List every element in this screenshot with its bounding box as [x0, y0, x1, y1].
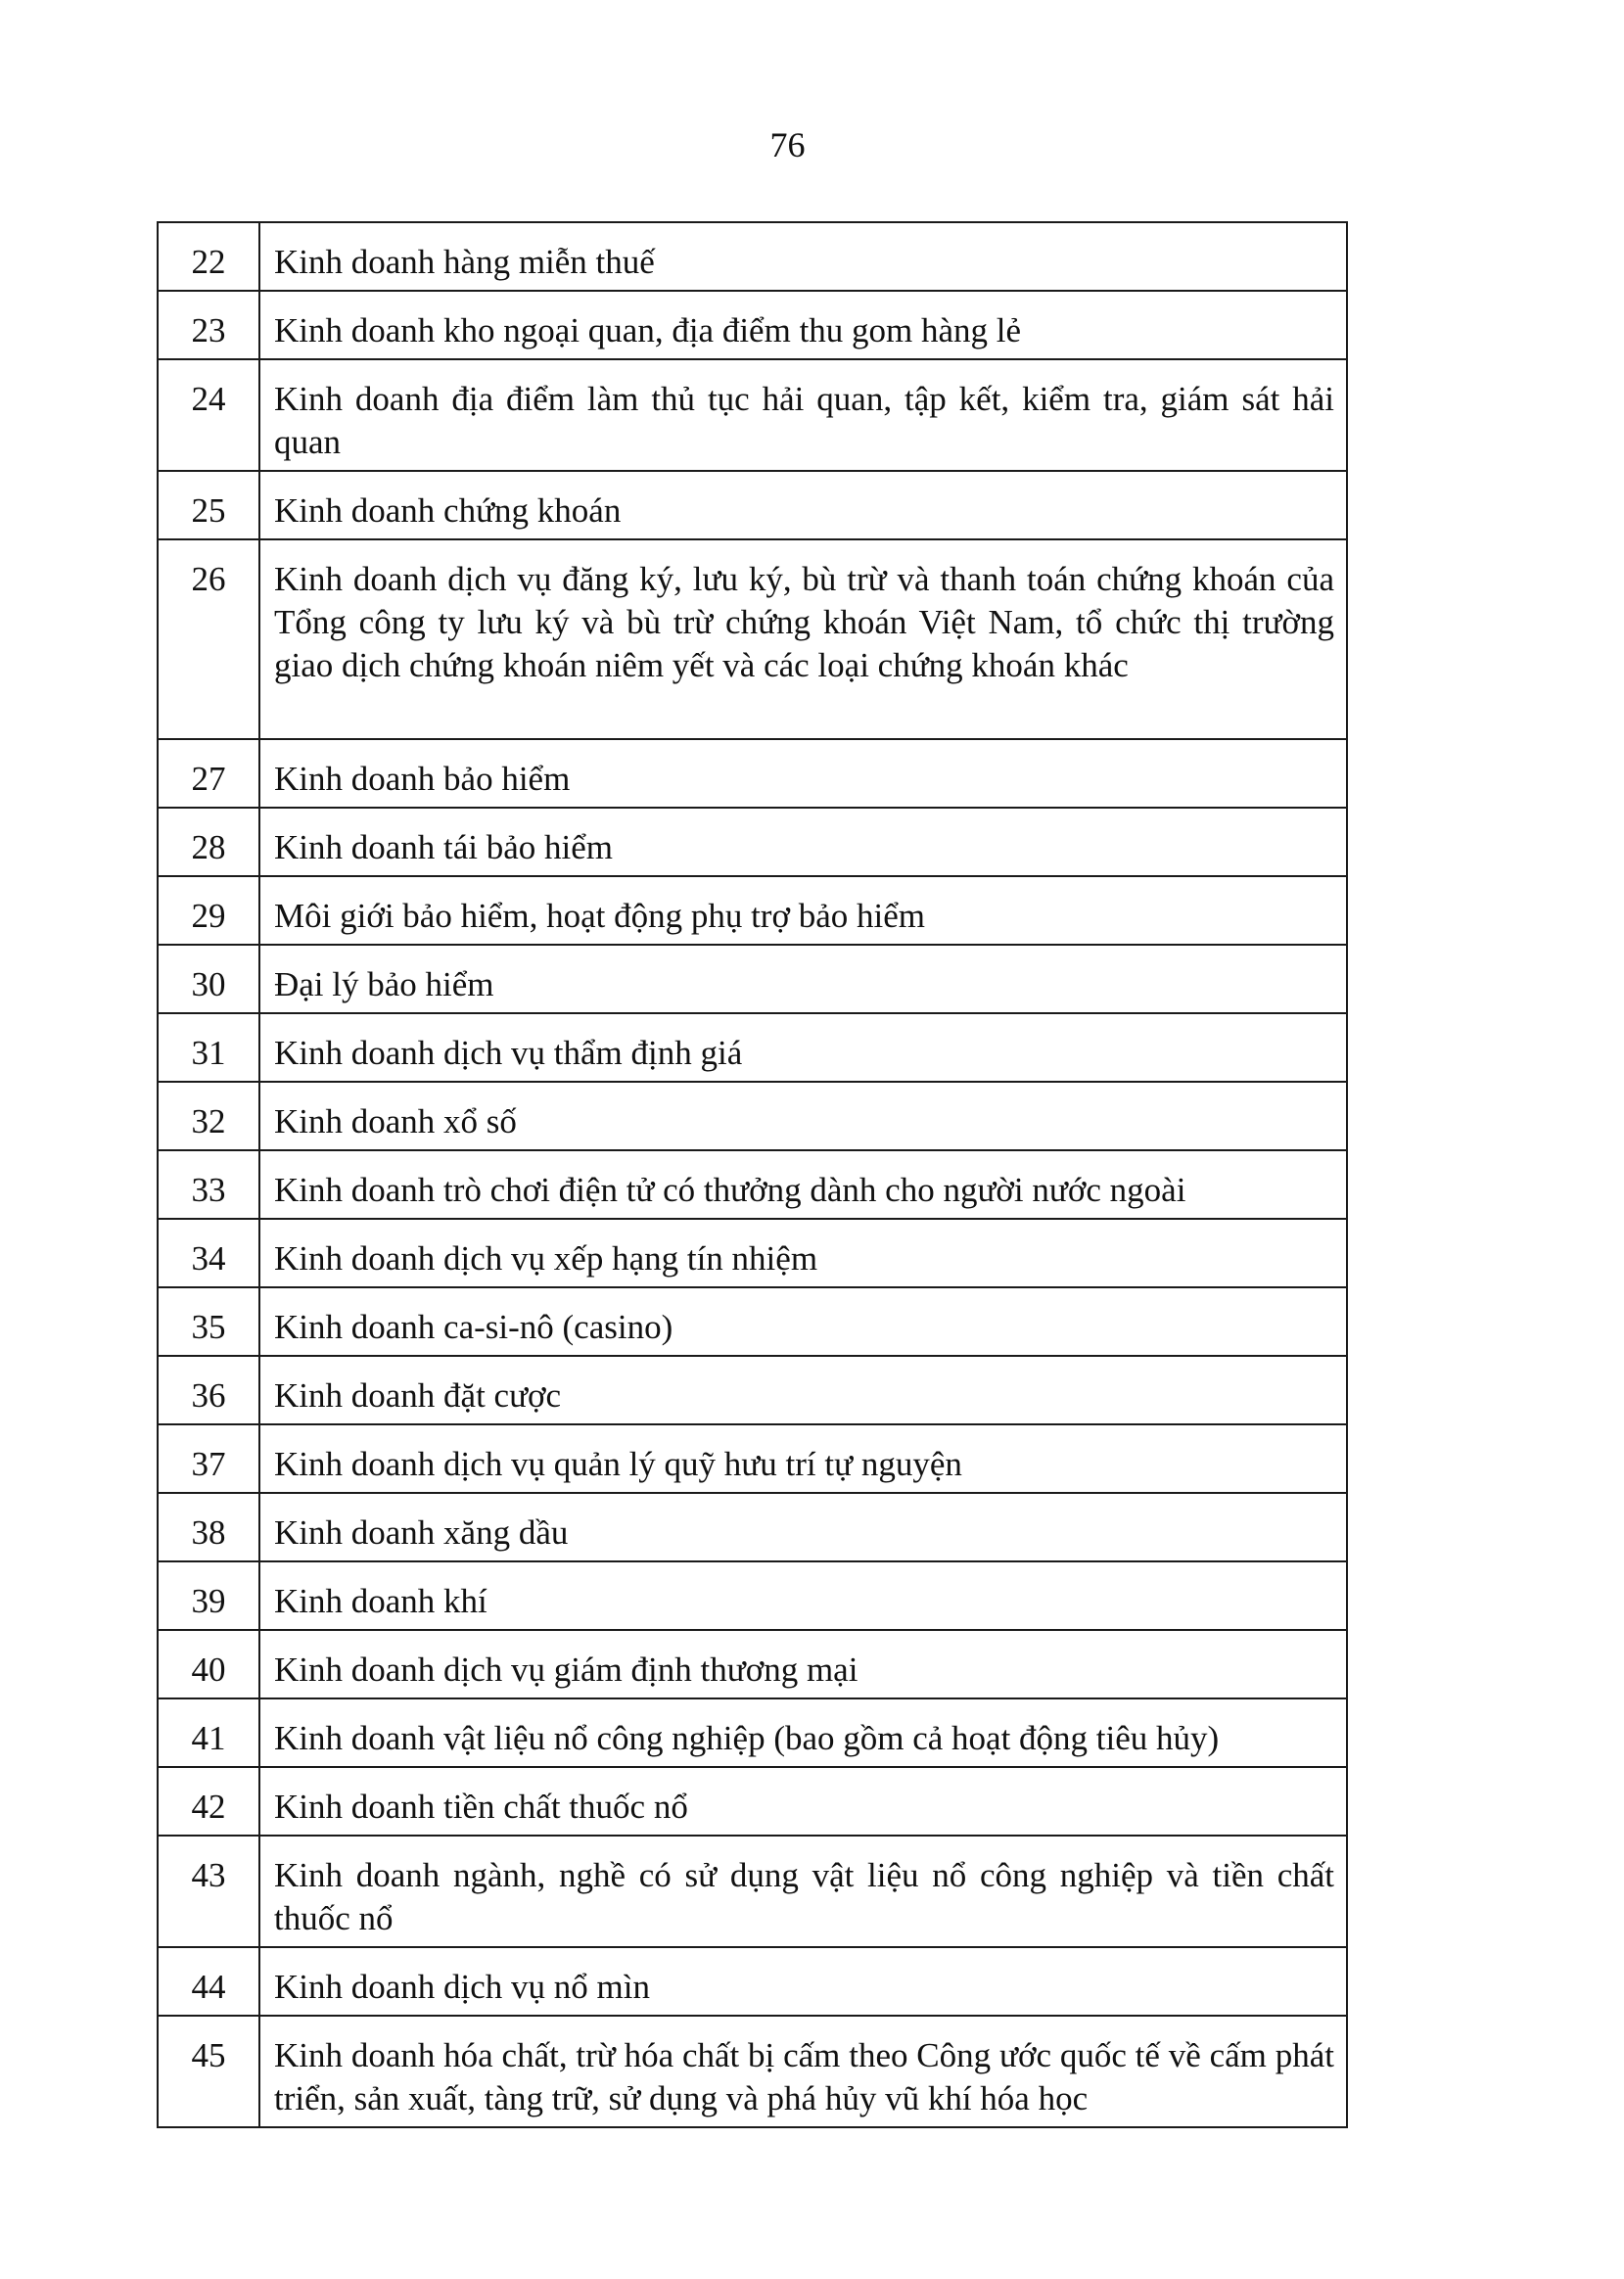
table-row: [158, 222, 1347, 291]
row-number: 23: [158, 291, 259, 359]
row-text: Kinh doanh đặt cược: [259, 1356, 1347, 1424]
row-number: 27: [158, 739, 259, 808]
row-text: Kinh doanh dịch vụ quản lý quỹ hưu trí tự nguyện: [259, 1424, 1347, 1493]
row-text: Kinh doanh dịch vụ nổ mìn: [259, 1947, 1347, 2016]
table-row: [158, 1082, 1347, 1150]
table-row: [158, 1424, 1347, 1493]
business-lines-table: [157, 221, 1348, 2128]
table-row: [158, 539, 1347, 739]
row-text: Kinh doanh dịch vụ đăng ký, lưu ký, bù trừ và thanh toán chứng khoán của Tổng công ty lưu ký và bù trừ chứng khoán Việt Nam, tổ chức thị trường giao dịch chứng khoán niêm yết và các loại chứng khoán khác: [259, 539, 1347, 739]
row-number: 35: [158, 1287, 259, 1356]
table-row: [158, 1698, 1347, 1767]
row-text: Kinh doanh ngành, nghề có sử dụng vật liệu nổ công nghiệp và tiền chất thuốc nổ: [259, 1836, 1347, 1947]
table-row: [158, 1219, 1347, 1287]
table-row: [158, 359, 1347, 471]
row-text: Kinh doanh chứng khoán: [259, 471, 1347, 539]
row-number: 24: [158, 359, 259, 471]
table-row: [158, 1013, 1347, 1082]
row-number: 31: [158, 1013, 259, 1082]
table-row: [158, 2016, 1347, 2127]
row-number: 25: [158, 471, 259, 539]
row-text: Kinh doanh xổ số: [259, 1082, 1347, 1150]
row-number: 22: [158, 222, 259, 291]
row-text: Đại lý bảo hiểm: [259, 945, 1347, 1013]
row-text: Kinh doanh kho ngoại quan, địa điểm thu gom hàng lẻ: [259, 291, 1347, 359]
row-text: Kinh doanh hàng miễn thuế: [259, 222, 1347, 291]
table-row: [158, 1630, 1347, 1698]
table-row: [158, 808, 1347, 876]
row-number: 45: [158, 2016, 259, 2127]
row-text: Kinh doanh trò chơi điện tử có thưởng dành cho người nước ngoài: [259, 1150, 1347, 1219]
table-row: [158, 1493, 1347, 1561]
row-text: Kinh doanh ca-si-nô (casino): [259, 1287, 1347, 1356]
table-row: [158, 945, 1347, 1013]
row-text: Kinh doanh dịch vụ thẩm định giá: [259, 1013, 1347, 1082]
table-row: [158, 1561, 1347, 1630]
row-text: Kinh doanh dịch vụ giám định thương mại: [259, 1630, 1347, 1698]
row-text: Kinh doanh dịch vụ xếp hạng tín nhiệm: [259, 1219, 1347, 1287]
table-row: [158, 291, 1347, 359]
row-number: 30: [158, 945, 259, 1013]
row-number: 37: [158, 1424, 259, 1493]
row-number: 28: [158, 808, 259, 876]
row-number: 36: [158, 1356, 259, 1424]
row-number: 39: [158, 1561, 259, 1630]
row-text: Môi giới bảo hiểm, hoạt động phụ trợ bảo hiểm: [259, 876, 1347, 945]
table-row: [158, 1150, 1347, 1219]
table-row: [158, 1947, 1347, 2016]
row-text: Kinh doanh địa điểm làm thủ tục hải quan, tập kết, kiểm tra, giám sát hải quan: [259, 359, 1347, 471]
row-number: 43: [158, 1836, 259, 1947]
table-row: [158, 876, 1347, 945]
table-row: [158, 471, 1347, 539]
row-text: Kinh doanh khí: [259, 1561, 1347, 1630]
row-number: 44: [158, 1947, 259, 2016]
table-row: [158, 1356, 1347, 1424]
row-number: 29: [158, 876, 259, 945]
row-number: 41: [158, 1698, 259, 1767]
table-row: [158, 739, 1347, 808]
row-number: 33: [158, 1150, 259, 1219]
page-number: 76: [769, 125, 806, 164]
row-text: Kinh doanh bảo hiểm: [259, 739, 1347, 808]
table-row: [158, 1767, 1347, 1836]
row-number: 42: [158, 1767, 259, 1836]
row-text: Kinh doanh xăng dầu: [259, 1493, 1347, 1561]
row-text: Kinh doanh hóa chất, trừ hóa chất bị cấm theo Công ước quốc tế về cấm phát triển, sản xuất, tàng trữ, sử dụng và phá hủy vũ khí hóa học: [259, 2016, 1347, 2127]
table-row: [158, 1836, 1347, 1947]
row-text: Kinh doanh tái bảo hiểm: [259, 808, 1347, 876]
row-text: Kinh doanh tiền chất thuốc nổ: [259, 1767, 1347, 1836]
row-number: 38: [158, 1493, 259, 1561]
row-number: 34: [158, 1219, 259, 1287]
row-text: Kinh doanh vật liệu nổ công nghiệp (bao gồm cả hoạt động tiêu hủy): [259, 1698, 1347, 1767]
row-number: 26: [158, 539, 259, 739]
row-number: 40: [158, 1630, 259, 1698]
table-row: [158, 1287, 1347, 1356]
row-number: 32: [158, 1082, 259, 1150]
